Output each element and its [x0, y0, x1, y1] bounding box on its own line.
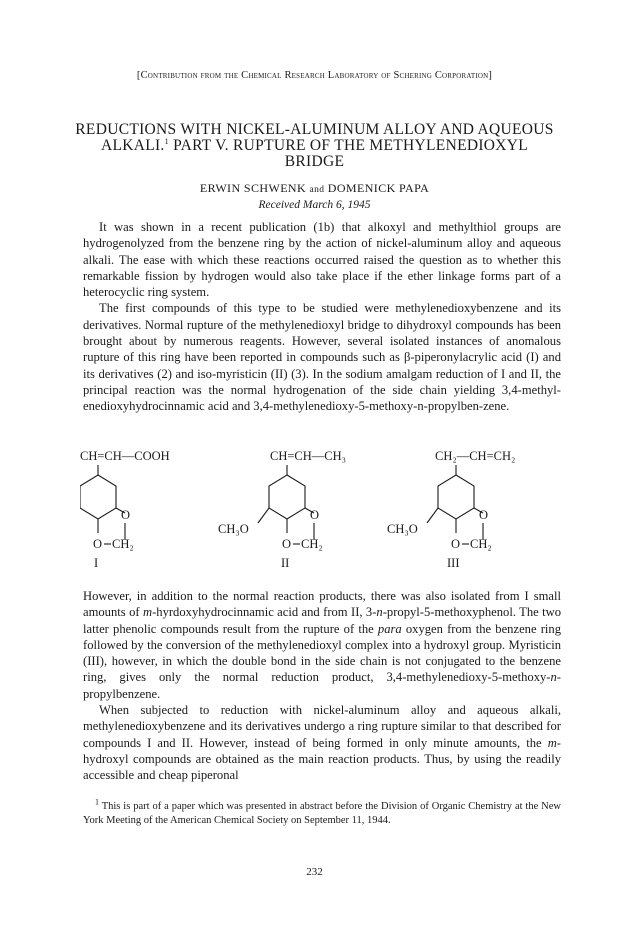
structure-2-methylene: CH₂ — [301, 537, 323, 551]
paragraph-4 — [83, 702, 561, 783]
footnote-marker: 1 — [95, 797, 99, 807]
contribution-header: [Contribution from the Chemical Research Laboratory of Schering Corporation] — [136, 70, 493, 81]
title-footnote-marker: 1 — [164, 136, 169, 146]
structure-2-methoxy: CH₃O — [218, 522, 249, 536]
structure-2-label: II — [281, 556, 290, 570]
paragraph-3-part-e: -propylbenzene. — [83, 670, 561, 701]
paragraph-3-part-a: However, in addition to the normal reaction products, there was also isolated from I small amounts of — [83, 589, 561, 620]
paragraph-3-part-d: oxygen from the benzene ring followed by the conversion of the methylenedioxyl complex into a hydroxyl group. Myristicin (III), however, in which the double bond in the side chain is not conjugated to the benzene ring, gives only the normal reduction product, 3,4-methylenedioxy-5-methoxy- — [83, 621, 561, 685]
footnote-text — [83, 797, 561, 828]
structure-3-oxygen-upper: O — [479, 508, 489, 522]
structure-3-methoxy: CH₃O — [387, 522, 418, 536]
page-number: 232 — [306, 866, 323, 878]
structure-1-oxygen-lower: O — [93, 537, 103, 551]
paragraph-3-italic-n: n — [376, 605, 383, 620]
chemical-structures — [80, 449, 560, 583]
paragraph-2: The first compounds of this type to be studied were methylenedioxybenzene and its derivatives. Normal rupture of the methylenedioxyl bridge to dihydroxyl compounds has been brought about by numerous reagents. However, several isolated instances of anomalous rupture of this ring have been reported in compounds such as β-piperonylacrylic acid (I) and its derivatives (2) and iso-myristicin (II) (3). In the sodium amalgam reduction of I and II, the principal reaction was the normal hydrogenation of the side chain yielding 3,4-methyl-enedioxyhydrocinnamic acid and 3,4-methylenedioxy-5-methoxy-n-propylben-zene. — [83, 301, 561, 414]
structure-1-side-chain: CH=CH—COOH — [80, 449, 170, 463]
title-line-2-start: ALKALI. — [100, 137, 165, 154]
author-conjunction: and — [309, 185, 325, 195]
paragraph-3-part-b: -hyrdoxyhydrocinnamic acid and from II, 3- — [152, 605, 377, 620]
structure-3-label: III — [447, 556, 460, 570]
footnote — [83, 797, 561, 828]
footnote-body: This is part of a paper which was presented in abstract before the Division of Organic Chemistry at the New York Meeting of the American Chemical Society on September 11, 1944. — [83, 801, 561, 826]
structure-1-label: I — [94, 556, 99, 570]
paragraph-1: It was shown in a recent publication (1b) that alkoxyl and methylthiol groups are hydrogenolyzed from the benzene ring by the action of nickel-aluminum alloy and aqueous alkali. The ease with which these reactions occurred raised the question as to whether this remarkable fission by hydrogen would also take place if the ether linkage forms part of a heterocyclic ring system. — [83, 220, 561, 300]
received-date: Received March 6, 1945 — [258, 199, 371, 211]
title-line-2-end: PART V. RUPTURE OF THE METHYLENEDIOXYL — [168, 137, 529, 154]
body-text-upper — [83, 219, 561, 415]
paragraph-4-part-b: -hydroxyl compounds are obtained as the main reaction products. Thus, by using the readily accessible and cheap piperonal — [83, 735, 561, 783]
paragraph-3 — [83, 588, 561, 702]
structure-3-oxygen-lower: O — [451, 537, 461, 551]
structure-3-methylene: CH₂ — [470, 537, 492, 551]
title-line-3: BRIDGE — [284, 153, 345, 170]
paragraph-3-part-c: -propyl-5-methoxyphenol. The two latter phenolic compounds result from the rupture of the — [83, 605, 562, 636]
body-text-lower — [83, 588, 561, 784]
structure-2-side-chain: CH=CH—CH₃ — [270, 449, 347, 463]
author-2: DOMENICK PAPA — [327, 181, 430, 195]
structure-2-oxygen-upper: O — [310, 508, 320, 522]
author-1: ERWIN SCHWENK — [199, 181, 307, 195]
structure-2-oxygen-lower: O — [282, 537, 292, 551]
title-line-1: REDUCTIONS WITH NICKEL-ALUMINUM ALLOY AND AQUEOUS — [75, 121, 554, 138]
paragraph-3-italic-para: para — [377, 621, 402, 636]
title-line-2 — [70, 138, 559, 154]
paragraph-4-part-a: When subjected to reduction with nickel-aluminum alloy and aqueous alkali, methylenedioxybenzene and its derivatives undergo a ring rupture similar to that described for compounds I and II. However, instead of being formed in only minute amounts, the — [83, 703, 561, 750]
structure-1-oxygen-upper: O — [121, 508, 131, 522]
article-title — [70, 122, 559, 170]
paragraph-4-italic-m: m — [547, 735, 557, 750]
paragraph-3-italic-m: m — [142, 605, 153, 620]
author-line — [0, 181, 629, 196]
paragraph-3-italic-n2: n — [550, 670, 557, 685]
structure-1-methylene: CH₂ — [112, 537, 134, 551]
structure-3-side-chain: CH₂—CH=CH₂ — [435, 449, 516, 463]
